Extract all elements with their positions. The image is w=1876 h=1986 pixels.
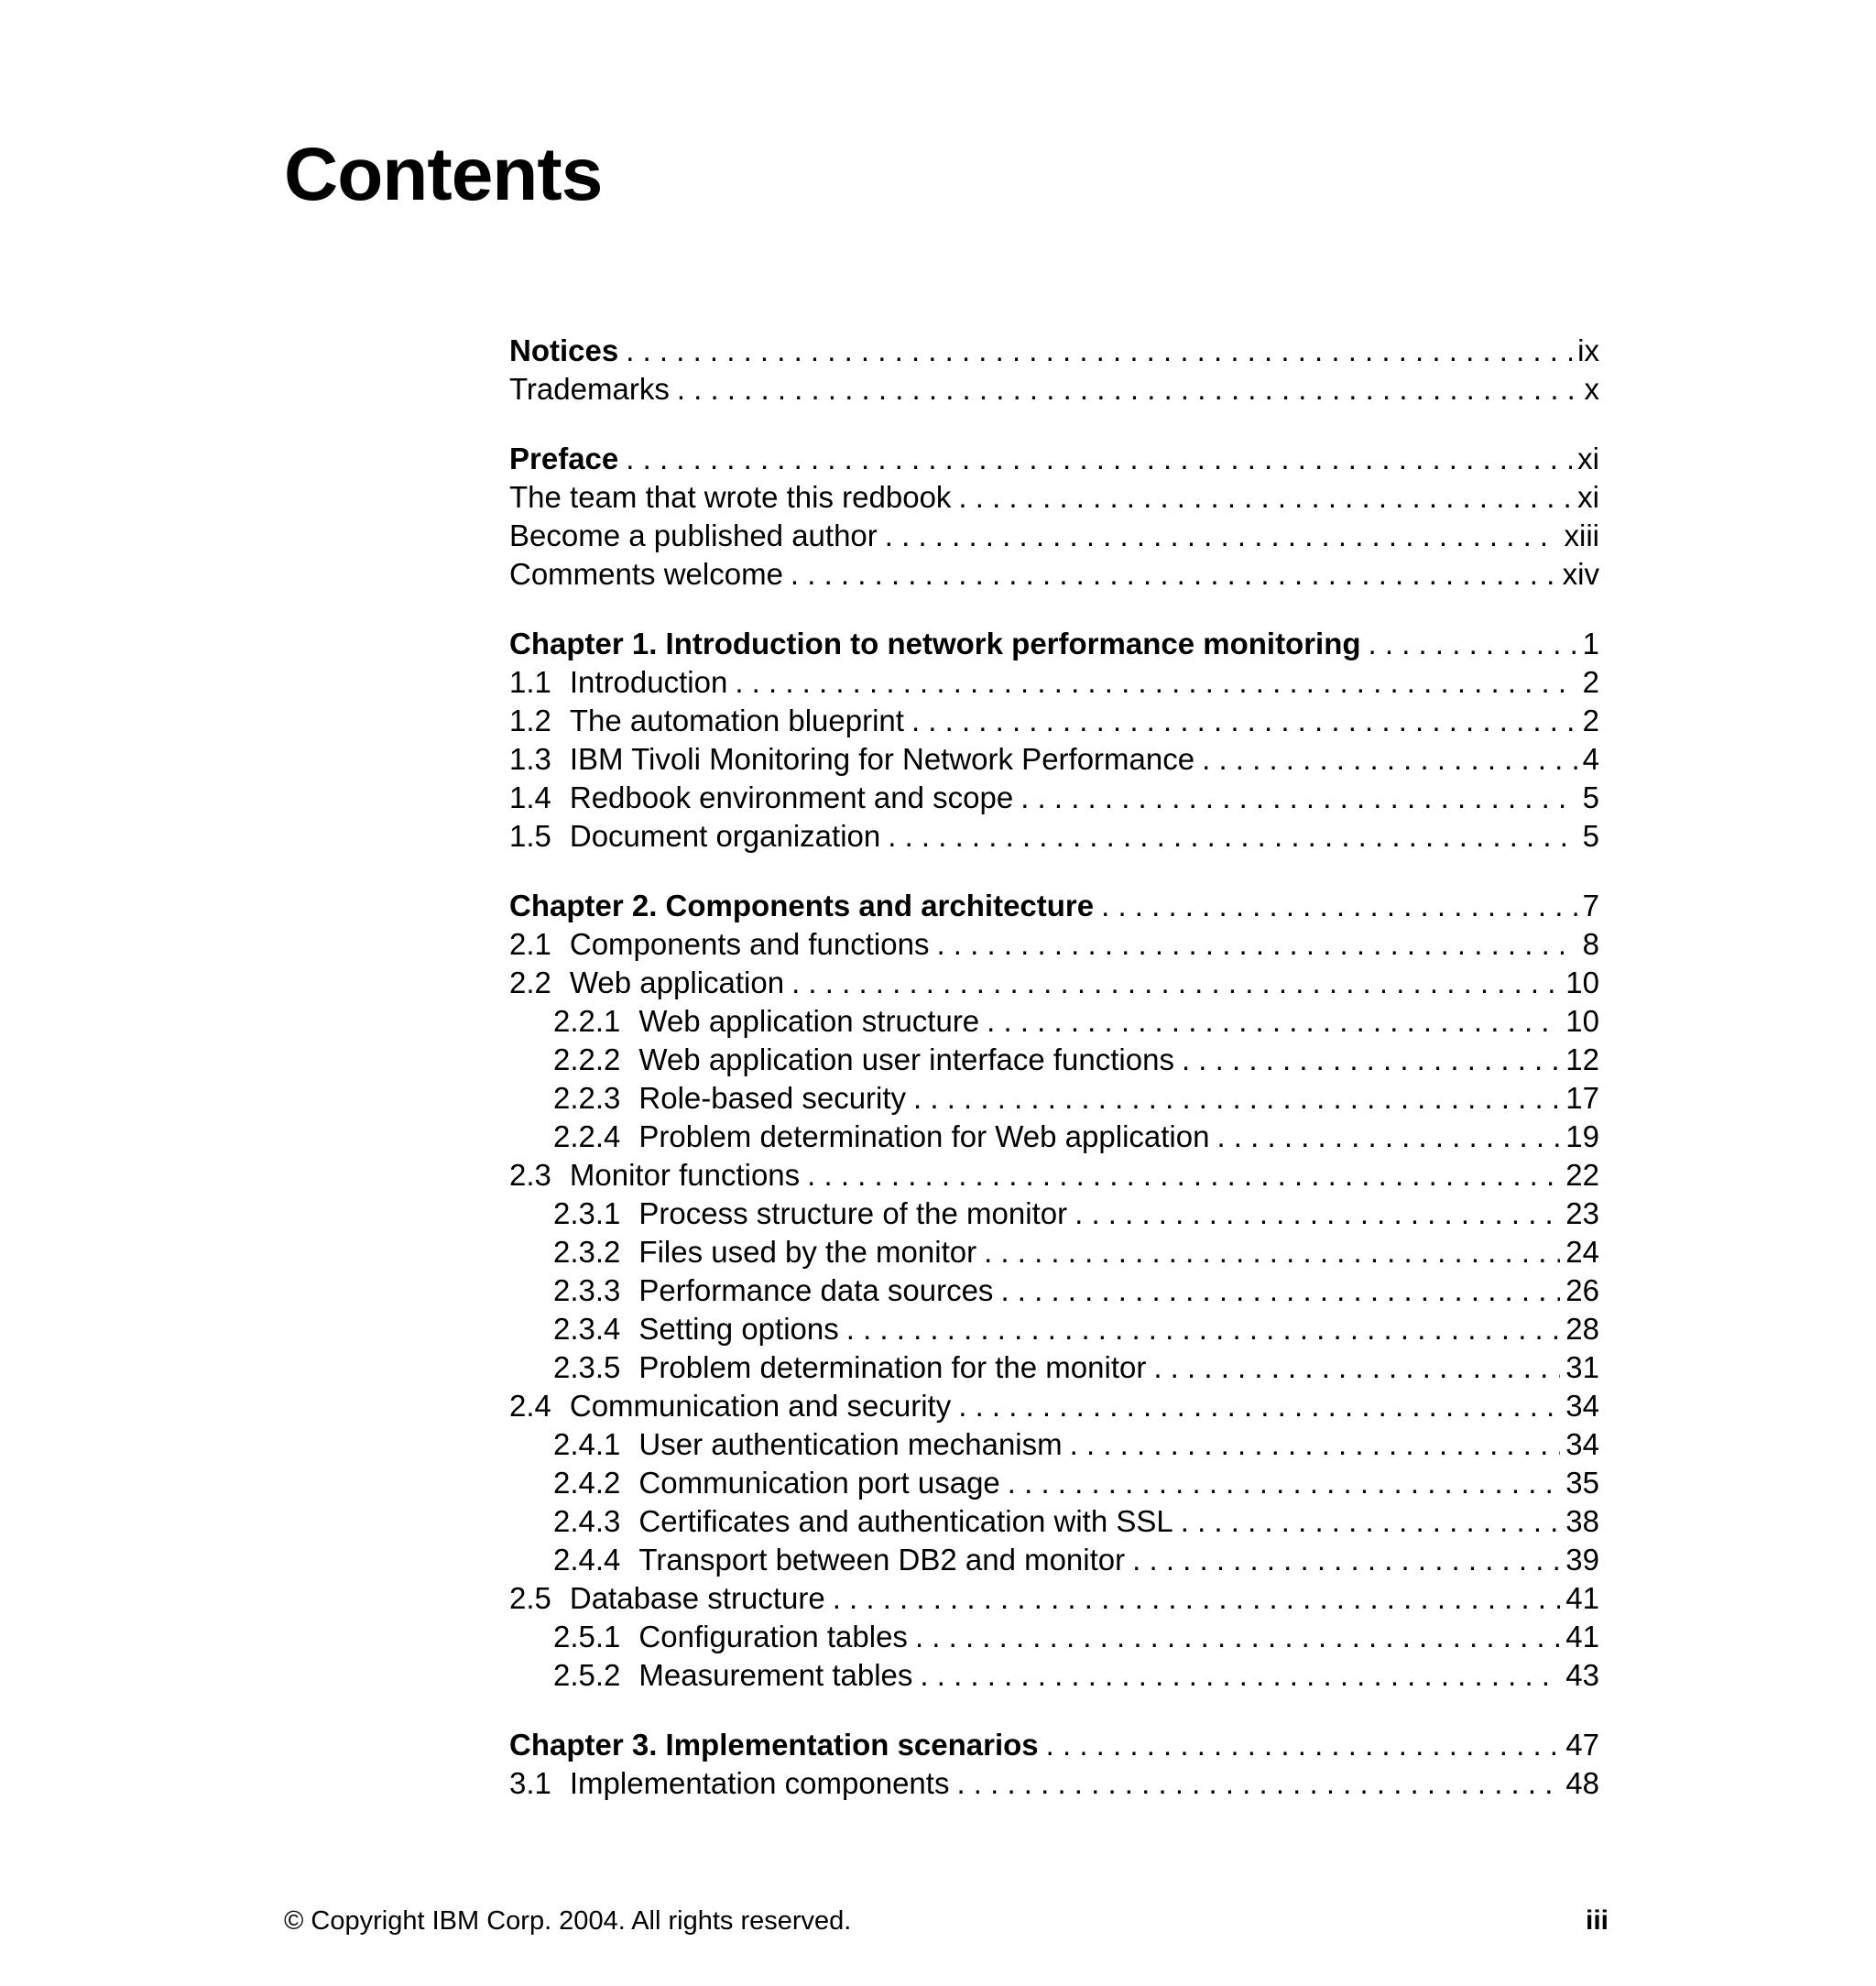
- toc-section-entry[interactable]: [509, 370, 1599, 409]
- toc-entry-label: Communication port usage: [638, 1466, 1000, 1500]
- toc-entry-number: 2.3.1: [553, 1196, 621, 1230]
- toc-entry-title: [553, 1079, 906, 1118]
- toc-entry-page: 4: [1582, 742, 1599, 776]
- toc-entry-label: Certificates and authentication with SSL: [638, 1504, 1173, 1538]
- toc-entry-number: 1.4: [509, 780, 551, 814]
- toc-entry-number: 2.4: [509, 1389, 551, 1423]
- toc-entry-label: Role-based security: [638, 1081, 907, 1115]
- toc-entry-title: [553, 1618, 908, 1656]
- toc-entry-page: 38: [1565, 1504, 1599, 1538]
- toc-entry-number: 2.3.3: [553, 1273, 621, 1307]
- toc-entry-title: [509, 887, 1094, 925]
- dot-leader: [911, 702, 1577, 740]
- dot-leader: [1181, 1502, 1561, 1541]
- dot-leader: [1216, 1118, 1560, 1156]
- toc-entry-label: Monitor functions: [569, 1158, 801, 1192]
- toc-entry-label: Implementation components: [569, 1766, 950, 1800]
- dot-leader: [956, 1764, 1560, 1803]
- toc-subsection-entry[interactable]: [509, 1041, 1599, 1079]
- dot-leader: [936, 925, 1576, 964]
- toc-entry-number: 2.5: [509, 1581, 551, 1615]
- toc-entry-label: Become a published author: [509, 518, 878, 552]
- toc-entry-title: [509, 925, 929, 964]
- toc-entry-title: [509, 370, 670, 409]
- toc-entry-page: 43: [1565, 1658, 1599, 1692]
- toc-entry-number: 2.2: [509, 966, 551, 999]
- toc-section-entry[interactable]: [509, 663, 1599, 702]
- toc-subsection-entry[interactable]: [509, 1541, 1599, 1579]
- toc-entry-label: Introduction: [569, 665, 728, 699]
- toc-entry-page: 47: [1565, 1728, 1599, 1762]
- page-number: iii: [1585, 1905, 1609, 1936]
- toc-entry-title: [509, 1764, 949, 1803]
- toc-entry-title: [553, 1002, 979, 1041]
- toc-section-entry[interactable]: [509, 517, 1599, 555]
- toc-entry-title: [553, 1041, 1174, 1079]
- toc-entry-number: 2.4.2: [553, 1466, 621, 1500]
- toc-subsection-entry[interactable]: [509, 1118, 1599, 1156]
- toc-entry-label: User authentication mechanism: [638, 1427, 1063, 1461]
- toc-entry-label: Chapter 2. Components and architecture: [509, 889, 1095, 922]
- toc-entry-number: 1.3: [509, 742, 551, 776]
- toc-entry-label: Comments welcome: [509, 557, 783, 591]
- toc-section-entry[interactable]: [509, 702, 1599, 740]
- dot-leader: [833, 1579, 1561, 1618]
- toc-subsection-entry[interactable]: [509, 1348, 1599, 1387]
- toc-entry-page: 26: [1565, 1273, 1599, 1307]
- toc-entry-label: Communication and security: [569, 1389, 952, 1423]
- toc-section-entry[interactable]: [509, 1156, 1599, 1195]
- toc-entry-page: 22: [1565, 1158, 1599, 1192]
- toc-entry-title: [509, 740, 1194, 779]
- toc-entry-label: Database structure: [569, 1581, 825, 1615]
- dot-leader: [1020, 779, 1576, 817]
- toc-entry-title: [509, 1726, 1039, 1764]
- dot-leader: [885, 517, 1559, 555]
- dot-leader: [920, 1656, 1560, 1695]
- toc-entry-number: 2.5.1: [553, 1620, 621, 1653]
- dot-leader: [984, 1233, 1560, 1271]
- toc-entry-title: [553, 1271, 993, 1310]
- toc-entry-page: 24: [1565, 1235, 1599, 1269]
- toc-entry-number: 2.2.4: [553, 1119, 621, 1153]
- toc-entry-number: 1.1: [509, 665, 551, 699]
- toc-section-entry[interactable]: [509, 779, 1599, 817]
- toc-entry-title: [553, 1118, 1209, 1156]
- toc-entry-label: Chapter 3. Implementation scenarios: [509, 1728, 1039, 1762]
- toc-entry-page: 35: [1565, 1466, 1599, 1500]
- toc-entry-label: Problem determination for Web application: [638, 1119, 1210, 1153]
- dot-leader: [915, 1618, 1560, 1656]
- page-title: Contents: [284, 133, 603, 216]
- toc-entry-number: 3.1: [509, 1766, 551, 1800]
- toc-entry-label: Document organization: [569, 819, 881, 853]
- toc-heading-entry[interactable]: [509, 440, 1599, 478]
- toc-entry-title: [553, 1656, 912, 1695]
- toc-entry-title: [509, 625, 1361, 663]
- toc-entry-page: 8: [1582, 927, 1599, 961]
- toc-entry-page: 5: [1582, 819, 1599, 853]
- toc-entry-page: 41: [1565, 1620, 1599, 1653]
- toc-entry-number: 2.3.2: [553, 1235, 621, 1269]
- toc-entry-title: [509, 1156, 800, 1195]
- toc-entry-title: [553, 1195, 1067, 1233]
- toc-section-entry[interactable]: [509, 1579, 1599, 1618]
- toc-entry-number: 2.5.2: [553, 1658, 621, 1692]
- toc-entry-label: Files used by the monitor: [638, 1235, 977, 1269]
- toc-entry-title: [509, 964, 784, 1002]
- toc-entry-title: [509, 663, 727, 702]
- toc-group: [509, 887, 1599, 1695]
- toc-entry-title: [509, 1579, 825, 1618]
- toc-entry-page: xiv: [1562, 557, 1599, 591]
- dot-leader: [791, 555, 1557, 594]
- toc-entry-page: 12: [1565, 1042, 1599, 1076]
- toc-subsection-entry[interactable]: [509, 1271, 1599, 1310]
- toc-entry-page: 34: [1565, 1389, 1599, 1423]
- table-of-contents: [509, 332, 1599, 1834]
- toc-entry-number: 2.3.4: [553, 1312, 621, 1346]
- toc-entry-title: [509, 702, 904, 740]
- toc-entry-title: [553, 1348, 1146, 1387]
- toc-entry-number: 2.3: [509, 1158, 551, 1192]
- toc-entry-title: [553, 1541, 1125, 1579]
- dot-leader: [1182, 1041, 1560, 1079]
- toc-entry-page: ix: [1577, 333, 1599, 367]
- toc-entry-page: 39: [1565, 1543, 1599, 1577]
- dot-leader: [1074, 1195, 1560, 1233]
- toc-heading-entry[interactable]: [509, 625, 1599, 663]
- toc-entry-number: 2.2.1: [553, 1004, 621, 1038]
- toc-entry-page: 2: [1582, 704, 1599, 737]
- toc-entry-label: Web application user interface functions: [638, 1042, 1174, 1076]
- toc-entry-page: 34: [1565, 1427, 1599, 1461]
- toc-entry-label: Components and functions: [569, 927, 930, 961]
- toc-subsection-entry[interactable]: [509, 1425, 1599, 1464]
- dot-leader: [888, 817, 1576, 856]
- dot-leader: [987, 1002, 1560, 1041]
- toc-subsection-entry[interactable]: [509, 1195, 1599, 1233]
- dot-leader: [958, 1387, 1560, 1425]
- dot-leader: [1132, 1541, 1560, 1579]
- toc-entry-number: 2.4.4: [553, 1543, 621, 1577]
- toc-entry-label: Performance data sources: [638, 1273, 994, 1307]
- toc-group: [509, 332, 1599, 409]
- toc-group: [509, 1726, 1599, 1803]
- toc-entry-title: [553, 1425, 1063, 1464]
- toc-entry-label: Notices: [509, 333, 619, 367]
- toc-entry-number: 2.2.2: [553, 1042, 621, 1076]
- dot-leader: [1070, 1425, 1561, 1464]
- dot-leader: [913, 1079, 1560, 1118]
- toc-entry-label: Measurement tables: [638, 1658, 913, 1692]
- copyright-notice: © Copyright IBM Corp. 2004. All rights reserved.: [284, 1906, 852, 1936]
- toc-subsection-entry[interactable]: [509, 1310, 1599, 1348]
- toc-entry-title: [553, 1310, 839, 1348]
- toc-section-entry[interactable]: [509, 478, 1599, 517]
- toc-entry-title: [553, 1502, 1173, 1541]
- toc-subsection-entry[interactable]: [509, 1656, 1599, 1695]
- toc-entry-page: 41: [1565, 1581, 1599, 1615]
- toc-entry-page: 23: [1565, 1196, 1599, 1230]
- toc-section-entry[interactable]: [509, 817, 1599, 856]
- dot-leader: [807, 1156, 1560, 1195]
- toc-subsection-entry[interactable]: [509, 1502, 1599, 1541]
- toc-section-entry[interactable]: [509, 740, 1599, 779]
- toc-entry-number: 2.2.3: [553, 1081, 621, 1115]
- toc-entry-number: 1.2: [509, 704, 551, 737]
- toc-entry-title: [509, 555, 783, 594]
- toc-entry-label: Trademarks: [509, 372, 670, 406]
- toc-heading-entry[interactable]: [509, 887, 1599, 925]
- toc-entry-title: [509, 478, 951, 517]
- toc-entry-title: [553, 1233, 976, 1271]
- dot-leader: [1008, 1464, 1561, 1502]
- toc-subsection-entry[interactable]: [509, 1233, 1599, 1271]
- toc-entry-page: x: [1584, 372, 1599, 406]
- toc-entry-label: IBM Tivoli Monitoring for Network Performance: [569, 742, 1195, 776]
- toc-entry-label: Web application: [569, 966, 785, 999]
- toc-entry-page: 10: [1565, 966, 1599, 999]
- toc-entry-title: [509, 779, 1013, 817]
- dot-leader: [1202, 740, 1577, 779]
- toc-section-entry[interactable]: [509, 925, 1599, 964]
- toc-heading-entry[interactable]: [509, 1726, 1599, 1764]
- toc-subsection-entry[interactable]: [509, 1464, 1599, 1502]
- toc-entry-label: Transport between DB2 and monitor: [638, 1543, 1126, 1577]
- toc-entry-label: Web application structure: [638, 1004, 980, 1038]
- toc-entry-page: xi: [1577, 442, 1599, 475]
- toc-subsection-entry[interactable]: [509, 1618, 1599, 1656]
- toc-group: [509, 440, 1599, 594]
- toc-entry-page: xi: [1577, 480, 1599, 514]
- toc-entry-page: 31: [1565, 1350, 1599, 1384]
- toc-entry-page: 19: [1565, 1119, 1599, 1153]
- toc-entry-label: Configuration tables: [638, 1620, 908, 1653]
- toc-entry-title: [509, 517, 878, 555]
- toc-entry-page: 7: [1582, 889, 1599, 922]
- toc-heading-entry[interactable]: [509, 332, 1599, 370]
- dot-leader: [958, 478, 1572, 517]
- toc-subsection-entry[interactable]: [509, 1079, 1599, 1118]
- toc-entry-page: 1: [1582, 627, 1599, 660]
- toc-subsection-entry[interactable]: [509, 1002, 1599, 1041]
- dot-leader: [791, 964, 1560, 1002]
- dot-leader: [1369, 625, 1577, 663]
- toc-entry-page: xiii: [1564, 518, 1599, 552]
- toc-entry-label: Redbook environment and scope: [569, 780, 1014, 814]
- dot-leader: [1153, 1348, 1560, 1387]
- toc-group: [509, 625, 1599, 856]
- dot-leader: [1000, 1271, 1560, 1310]
- toc-entry-page: 2: [1582, 665, 1599, 699]
- toc-section-entry[interactable]: [509, 964, 1599, 1002]
- toc-entry-title: [553, 1464, 1000, 1502]
- toc-entry-label: Problem determination for the monitor: [638, 1350, 1147, 1384]
- toc-entry-page: 17: [1565, 1081, 1599, 1115]
- toc-entry-title: [509, 440, 618, 478]
- toc-entry-label: Setting options: [638, 1312, 839, 1346]
- toc-entry-label: The automation blueprint: [569, 704, 904, 737]
- toc-entry-label: The team that wrote this redbook: [509, 480, 952, 514]
- toc-entry-title: [509, 817, 880, 856]
- toc-entry-number: 2.1: [509, 927, 551, 961]
- toc-entry-number: 2.4.1: [553, 1427, 621, 1461]
- toc-entry-label: Process structure of the monitor: [638, 1196, 1068, 1230]
- toc-entry-page: 5: [1582, 780, 1599, 814]
- dot-leader: [1046, 1726, 1561, 1764]
- page-footer: [284, 1905, 1609, 1937]
- toc-entry-number: 1.5: [509, 819, 551, 853]
- toc-entry-label: Chapter 1. Introduction to network performance monitoring: [509, 627, 1361, 660]
- toc-entry-page: 10: [1565, 1004, 1599, 1038]
- toc-entry-title: [509, 1387, 951, 1425]
- dot-leader: [846, 1310, 1561, 1348]
- dot-leader: [735, 663, 1576, 702]
- dot-leader: [626, 332, 1572, 370]
- toc-entry-number: 2.3.5: [553, 1350, 621, 1384]
- toc-entry-page: 28: [1565, 1312, 1599, 1346]
- toc-section-entry[interactable]: [509, 1387, 1599, 1425]
- toc-entry-number: 2.4.3: [553, 1504, 621, 1538]
- toc-section-entry[interactable]: [509, 555, 1599, 594]
- toc-entry-label: Preface: [509, 442, 619, 475]
- toc-entry-title: [509, 332, 618, 370]
- dot-leader: [1101, 887, 1577, 925]
- dot-leader: [677, 370, 1579, 409]
- toc-section-entry[interactable]: [509, 1764, 1599, 1803]
- toc-entry-page: 48: [1565, 1766, 1599, 1800]
- dot-leader: [626, 440, 1572, 478]
